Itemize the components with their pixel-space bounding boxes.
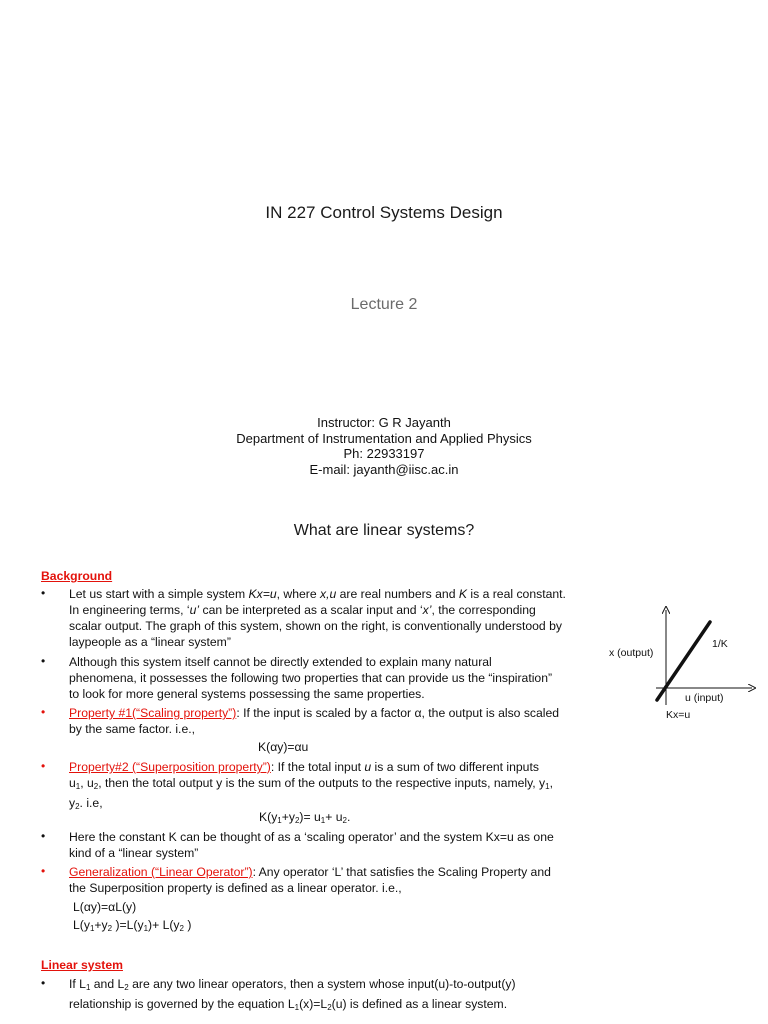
bullet-5-line-2: kind of a “linear system”: [69, 846, 199, 860]
bullet-1-line-3: scalar output. The graph of this system, shown on the right, is conventionally understood by: [69, 619, 562, 633]
bullet-marker: •: [41, 829, 46, 843]
bullet-marker: •: [41, 705, 46, 719]
bullet-marker: •: [41, 654, 46, 668]
lecture-subtitle: Lecture 2: [350, 296, 418, 313]
bullet-2-line-2: phenomena, it possesses the following two properties that can provide us the “inspiration”: [69, 671, 553, 685]
instructor-block: [0, 415, 768, 477]
superposition-equation: $K(y_1+y_2)= u_1+ u_2$.: [259, 810, 351, 825]
bullet-5-line-1: Here the constant K can be thought of as a ‘scaling operator’ and the system Kx=u as one: [69, 830, 554, 844]
bullet-4-line-3: $y_2$. i.e,: [69, 796, 103, 811]
bullet-1-line-2: In engineering terms, ‘u’ can be interpreted as a scalar input and ‘x’, the corresponding: [69, 603, 536, 617]
linear-operator-label: Generalization (“Linear Operator”): [69, 865, 253, 879]
bullet-1-line-1: Let us start with a simple system Kx=u, where x,u are real numbers and K is a real constant.: [69, 587, 566, 601]
bullet-6-line-2: the Superposition property is defined as a linear operator. i.e.,: [69, 881, 402, 895]
superposition-property-label: Property#2 (“Superposition property”): [69, 760, 271, 774]
bullet-marker: •: [41, 759, 46, 773]
linear-system-graph: [600, 600, 760, 725]
section-title: What are linear systems?: [293, 522, 475, 539]
bullet-5-text: [69, 829, 554, 861]
slope-label: 1/K: [712, 638, 728, 650]
instructor-phone: Ph: 22933197: [343, 446, 425, 461]
y-axis-label: x (output): [609, 647, 654, 659]
bullet-4-line-1: Property#2 (“Superposition property”): If the total input u is a sum of two different inputs: [69, 760, 539, 774]
linear-system-heading: Linear system: [41, 958, 123, 972]
instructor-email: E-mail: jayanth@iisc.ac.in: [309, 461, 459, 477]
operator-scaling-equation: L(αy)=αL(y): [73, 900, 137, 914]
bullet-6-text: [69, 864, 551, 896]
bullet-2-line-3: to look for more general systems possessing the same properties.: [69, 687, 425, 701]
bullet-2-text: [69, 654, 552, 702]
bullet-4-line-2: $u_1$, $u_2$, then the total output y is the sum of the outputs to the respective inputs, namely, $y_1$,: [69, 776, 553, 791]
bullet-marker: •: [41, 864, 46, 878]
bullet-3-line-2: by the same factor. i.e.,: [69, 722, 195, 736]
instructor-department: Department of Instrumentation and Applied Physics: [236, 430, 532, 446]
bullet-marker: •: [41, 976, 46, 990]
bullet-1-line-4: laypeople as a “linear system”: [69, 635, 231, 649]
scaling-property-label: Property #1(“Scaling property”): [69, 706, 237, 720]
scaling-equation: K(αy)=αu: [258, 740, 309, 754]
linear-system-line-1: If $L_1$ and $L_2$ are any two linear operators, then a system whose input(u)-to-output(y): [69, 977, 516, 992]
linear-system-text: [69, 976, 516, 1016]
instructor-name: Instructor: G R Jayanth: [317, 415, 451, 430]
graph-caption: Kx=u: [666, 709, 691, 721]
bullet-3-text: [69, 705, 559, 737]
linear-system-line-2: relationship is governed by the equation $L_1(x)=L_2(u)$ is defined as a linear system.: [69, 997, 508, 1012]
bullet-6-line-1: Generalization (“Linear Operator”): Any operator ‘L’ that satisfies the Scaling Property and: [69, 865, 551, 879]
bullet-marker: •: [41, 586, 46, 600]
x-axis-label: u (input): [685, 692, 724, 704]
background-heading: Background: [41, 569, 113, 583]
bullet-4-text: [69, 759, 553, 815]
bullet-2-line-1: Although this system itself cannot be directly extended to explain many natural: [69, 655, 492, 669]
bullet-1-text: [69, 586, 566, 650]
operator-superposition-equation: $L(y_1+y_2$ )$=L(y_1)+ L(y_2$ ): [73, 918, 192, 933]
page-title: IN 227 Control Systems Design: [265, 203, 503, 222]
bullet-3-line-1: Property #1(“Scaling property”): If the input is scaled by a factor α, the output is also scaled: [69, 706, 560, 720]
